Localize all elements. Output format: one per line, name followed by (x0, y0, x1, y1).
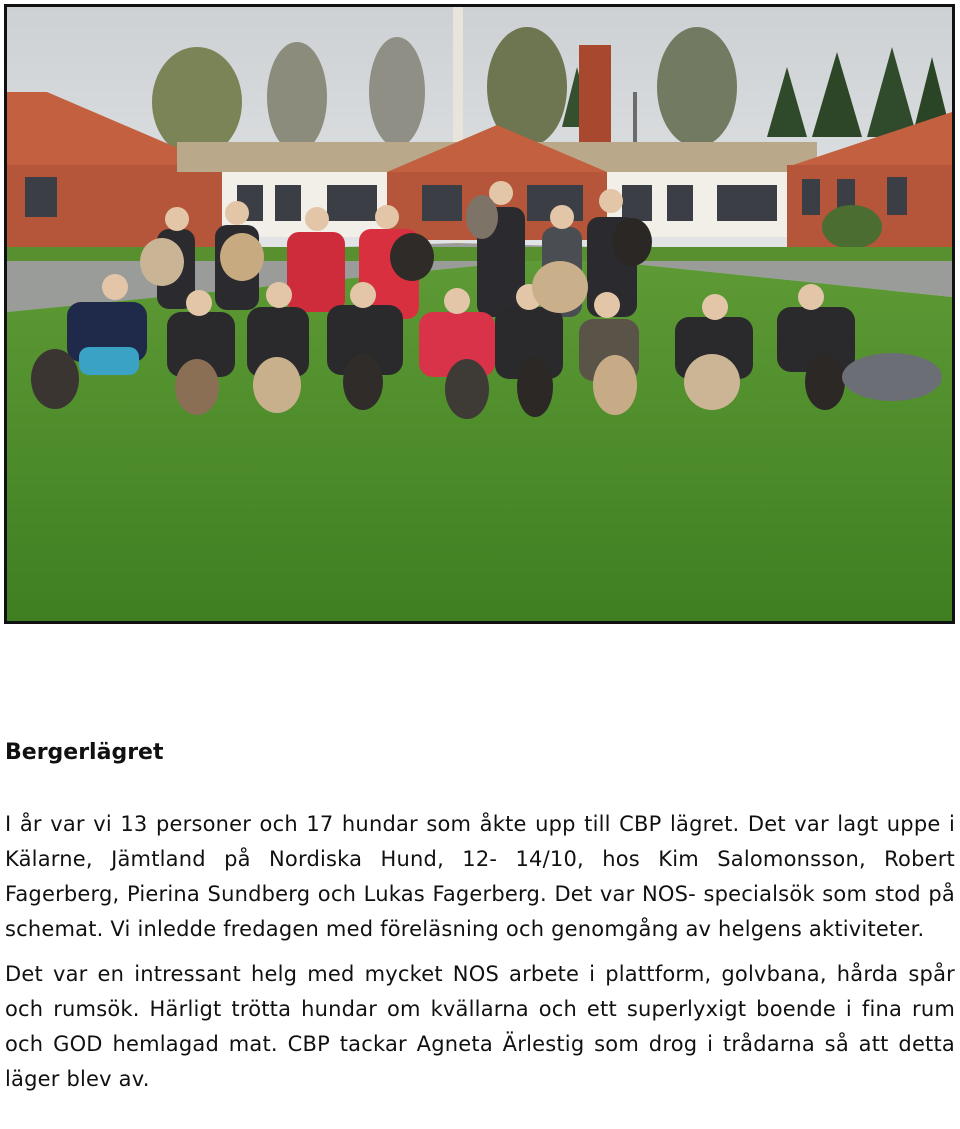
article-paragraph-1: I år var vi 13 personer och 17 hundar som åkte upp till CBP lägret. Det var lagt uppe i Kälarne, Jämtland på Nordiska Hund, 12- 14/10, hos Kim Salomonsson, Robert Fagerberg, Pierina Sundberg och Lukas Fagerberg. Det var NOS- specialsök som stod på schemat. Vi inledde fredagen med föreläsning och genomgång av helgens aktiviteter. (5, 812, 955, 941)
group-photo (4, 4, 955, 624)
article (5, 733, 955, 1107)
group-photo-illustration (7, 7, 952, 621)
article-heading: Bergerlägret (5, 740, 164, 765)
article-paragraph-2: Det var en intressant helg med mycket NOS arbete i plattform, golvbana, hårda spår och rumsök. Härligt trötta hundar om kvällarna och ett superlyxigt boende i fina rum och GOD hemlagad mat. CBP tackar Agneta Ärlestig som drog i trådarna så att detta läger blev av. (5, 962, 955, 1091)
